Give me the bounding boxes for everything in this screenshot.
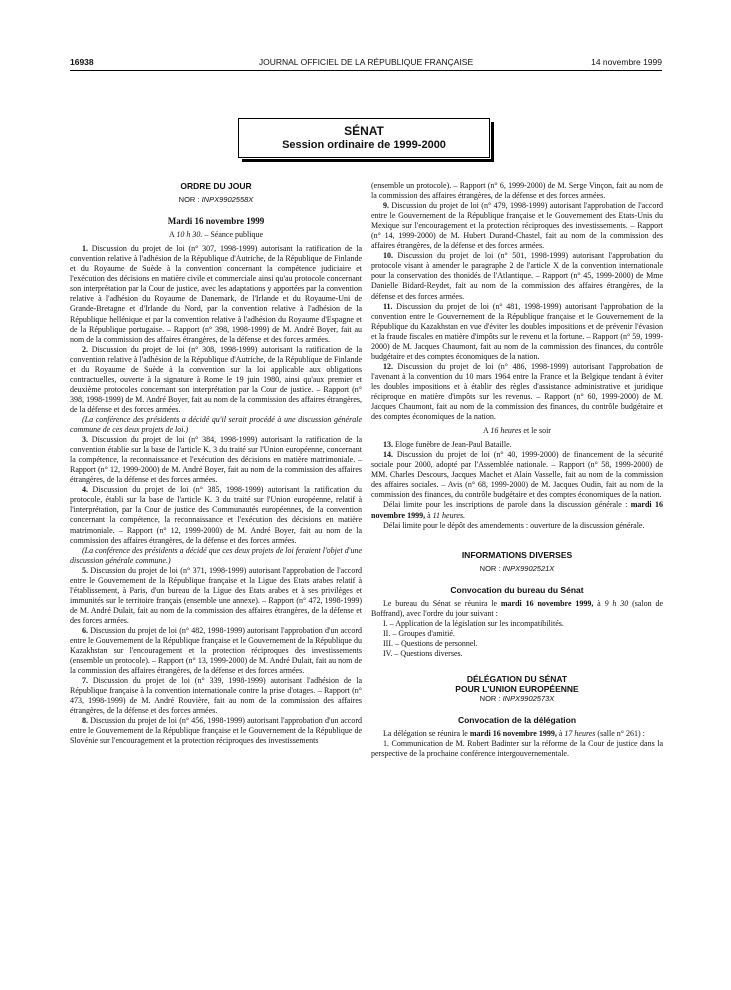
agenda-item xyxy=(70,435,362,485)
agenda-items xyxy=(70,244,362,746)
nor-reference-3: NOR : INPX9902573X xyxy=(479,694,555,704)
item-text: Discussion du projet de loi (n° 339, 1998-1999) autorisant l'adhésion de la République française à la convention internationale contre la prise d'otages. – Rapport (n° 473, 1998-1999) de M. André Rouvière, fait au nom de la commission des affaires étrangères, de la défense et des forces armées. xyxy=(70,676,362,716)
agenda-items-2 xyxy=(371,201,663,422)
item-number: 5. xyxy=(82,565,88,575)
item-text: Discussion du projet de loi (n° 479, 1998-1999) autorisant l'approbation de l'accord entre le Gouvernement de la République française et le Gouvernement des Etats-Unis du Mexique sur l'encouragement et la protection réciproques des investissements. – Rapport (n° 14, 1999-2000) de M. Hubert Durand-Chastel, fait au nom de la commission des affaires étrangères, de la défense et des forces armées. xyxy=(371,201,663,251)
item-number: 1. xyxy=(82,244,88,254)
header-rule xyxy=(70,70,662,71)
title-senat: SÉNAT xyxy=(344,124,384,138)
procedure-note: (La conférence des présidents a décidé qu'il serait procédé à une discussion générale commune de ces deux projets de loi.) xyxy=(70,414,362,435)
session-time: A 10 h 30. – Séance publique xyxy=(169,230,263,240)
bureau-agenda-item: II. – Groupes d'amitié. xyxy=(383,628,455,638)
item-number: 10. xyxy=(383,251,393,261)
agenda-item xyxy=(371,251,663,301)
agenda-item xyxy=(371,450,663,500)
day-heading: Mardi 16 novembre 1999 xyxy=(167,216,265,227)
item-number: 13. xyxy=(383,440,393,450)
agenda-item xyxy=(371,440,663,450)
item-text: Discussion du projet de loi (n° 456, 1998-1999) autorisant l'approbation d'un accord entre le Gouvernement de la République française et le Gouvernement de la République de Slovénie sur l'encouragement et la protection réciproques des investissements xyxy=(70,716,362,746)
item-text: Discussion du projet de loi (n° 40, 1999-2000) de financement de la sécurité sociale pour 2000, adopté par l'Assemblée nationale. – Rapport (n° 58, 1999-2000) de MM. Charles Descours, Jacques Machet et Alain Vasselle, fait au nom de la commission des affaires sociales. – Avis (n° 68, 1999-2000) de M. Jacques Oudin, fait au nom de la commission des finances, du contrôle budgétaire et des comptes économiques de la nation. xyxy=(371,450,663,500)
procedure-note: (La conférence des présidents a décidé que ces deux projets de loi feraient l'objet d'une discussion générale commune.) xyxy=(70,545,362,565)
journal-title: JOURNAL OFFICIEL DE LA RÉPUBLIQUE FRANÇAISE xyxy=(258,57,474,67)
delegation-heading-1: DÉLÉGATION DU SÉNAT xyxy=(466,674,568,685)
bureau-agenda xyxy=(371,619,663,659)
agenda-item xyxy=(70,626,362,676)
title-session: Session ordinaire de 1999-2000 xyxy=(282,139,446,151)
item-number: 12. xyxy=(383,361,393,371)
delegation-heading-2: POUR L'UNION EUROPÉENNE xyxy=(455,684,579,695)
item-text: Discussion du projet de loi (n° 307, 1998-1999) autorisant la ratification de la convention relative à l'adhésion de la République d'Autriche, de la République de Finlande et du Royaume de Suède à la convention concernant la compétence judiciaire et l'exécution des décisions en matière civile et commerciale ainsi qu'au protocole concernant son interprétation par la Cour de justice, avec les adaptations y apportées par la convention relative à l'adhésion du Royaume de Danemark, de l'Irlande et du Royaume-Uni de Grande-Bretagne et d'Irlande du Nord, par la convention relative à l'adhésion de la République hellénique et par la convention relative à l'adhésion du Royaume d'Espagne et de la République portugaise. – Rapport (n° 398, 1998-1999) de M. André Boyer, fait au nom de la commission des affaires étrangères, de la défense et des forces armées. xyxy=(70,244,362,344)
item-number: 7. xyxy=(82,676,88,686)
issue-date: 14 novembre 1999 xyxy=(591,57,662,67)
convocation-bureau-heading: Convocation du bureau du Sénat xyxy=(450,584,584,595)
nor-reference-2: NOR : INPX9902521X xyxy=(479,563,555,573)
session-time-2: A 16 heures et le soir xyxy=(483,426,551,436)
continuation-text: (ensemble un protocole). – Rapport (n° 6, 1999-2000) de M. Serge Vinçon, fait au nom de la commission des affaires étrangères, de la défense et des forces armées. xyxy=(371,181,663,201)
item-number: 9. xyxy=(383,201,389,211)
running-header xyxy=(70,57,662,69)
item-number: 4. xyxy=(82,485,88,495)
right-column xyxy=(371,181,663,759)
item-text: Discussion du projet de loi (n° 481, 1998-1999) autorisant l'approbation de la convention entre le Gouvernement de la République française et le Gouvernement de la République du Kazakhstan en vue d'éviter les doubles impositions et de prévenir l'évasion et la fraude fiscales en matière d'impôts sur le revenu et la fortune. – Rapport (n° 59, 1999-2000) de M. Jacques Chaumont, fait au nom de la commission des finances, du contrôle budgétaire et des comptes économiques de la nation. xyxy=(371,301,663,361)
agenda-item xyxy=(70,485,362,545)
agenda-item xyxy=(70,716,362,746)
agenda-item xyxy=(371,201,663,251)
item-number: 8. xyxy=(82,716,88,726)
title-box xyxy=(238,118,490,158)
item-text: Discussion du projet de loi (n° 482, 1998-1999) autorisant l'approbation d'un accord entre le Gouvernement de la République française et le Gouvernement de la République du Kazakhstan sur l'encouragement et la protection réciproques des investissements (ensemble un protocole). – Rapport (n° 13, 1999-2000) de M. André Dulait, fait au nom de la commission des affaires étrangères, de la défense et des forces armées. xyxy=(70,625,362,676)
agenda-items-3 xyxy=(371,440,663,500)
delegation-text: La délégation se réunira le mardi 16 novembre 1999, à 17 heures (salle n° 261) : xyxy=(383,729,645,739)
delegation-item: 1. Communication de M. Robert Badinter sur la réforme de la Cour de justice dans la perspective de la prochaine conférence intergouvernementale. xyxy=(371,739,663,759)
agenda-item xyxy=(70,244,362,344)
convocation-delegation-heading: Convocation de la délégation xyxy=(457,715,577,726)
item-text: Discussion du projet de loi (n° 486, 1998-1999) autorisant l'approbation de l'avenant à la convention du 10 mars 1964 entre la France et la Belgique tendant à éviter les doubles impositions et à établir des règles d'assistance administrative et juridique réciproque en matière d'impôts sur les revenus. – Rapport (n° 60, 1999-2000) de M. Jacques Chaumont, fait au nom de la commission des finances, du contrôle budgétaire et des comptes économiques de la nation. xyxy=(371,361,663,422)
agenda-item xyxy=(371,302,663,362)
agenda-item xyxy=(371,362,663,422)
bureau-agenda-item: III. – Questions de personnel. xyxy=(383,638,478,648)
item-text: Discussion du projet de loi (n° 384, 1998-1999) autorisant la ratification de la convention établie sur la base de l'article K. 3 du traité sur l'Union européenne, concernant la compétence, la reconnaissance et l'exécution des décisions en matière matrimoniale. – Rapport (n° 12, 1999-2000) de M. André Boyer, fait au nom de la commission des affaires étrangères, de la défense et des forces armées. xyxy=(70,435,362,485)
item-text: Discussion du projet de loi (n° 501, 1998-1999) autorisant l'approbation du protocole visant à amender le paragraphe 2 de l'article X de la convention internationale pour la conservation des thonidés de l'Atlantique. – Rapport (n° 45, 1999-2000) de Mme Danielle Bidard-Reydet, fait au nom de la commission des affaires étrangères, de la défense et des forces armées. xyxy=(371,251,663,301)
item-number: 3. xyxy=(82,435,88,445)
left-column xyxy=(70,181,362,747)
bureau-agenda-item: I. – Application de la législation sur les incompatibilités. xyxy=(383,618,564,628)
item-text: Discussion du projet de loi (n° 385, 1998-1999) autorisant la ratification du protocole, établi sur la base de l'article K. 3 du traité sur l'Union européenne, relatif à l'interprétation, par la Cour de justice des Communautés européennes, de la convention concernant la compétence, la reconnaissance et l'exécution des décisions en matière matrimoniale. – Rapport (n° 12, 1999-2000) de M. André Boyer, fait au nom de la commission des affaires étrangères, de la défense et des forces armées. xyxy=(70,485,362,545)
item-text: Discussion du projet de loi (n° 308, 1998-1999) autorisant la ratification de la convention relative à l'adhésion de la République d'Autriche, de la République de Finlande et du Royaume de Suède à la convention sur la loi applicable aux obligations contractuelles, ouverte à la signature à Rome le 19 juin 1980, ainsi qu'aux premier et deuxième protocoles concernant son interprétation par la Cour de justice. – Rapport (n° 398, 1998-1999) de M. André Boyer, fait au nom de la commission des affaires étrangères, de la défense et des forces armées. xyxy=(70,344,362,414)
ordre-du-jour-heading: ORDRE DU JOUR xyxy=(180,181,252,191)
informations-diverses-heading: INFORMATIONS DIVERSES xyxy=(461,549,573,560)
agenda-item xyxy=(70,345,362,415)
agenda-item xyxy=(70,676,362,716)
agenda-item xyxy=(70,566,362,626)
nor-reference: NOR : INPX9902558X xyxy=(178,195,254,205)
bureau-agenda-item: IV. – Questions diverses. xyxy=(383,648,463,658)
item-number: 14. xyxy=(383,450,393,460)
item-number: 2. xyxy=(82,344,88,354)
item-text: Eloge funèbre de Jean-Paul Bataille. xyxy=(393,440,512,450)
bureau-text: Le bureau du Sénat se réunira le mardi 16 novembre 1999, à 9 h 30 (salon de Boffrand), avec l'ordre du jour suivant : xyxy=(371,598,663,618)
item-number: 11. xyxy=(383,301,393,311)
item-text: Discussion du projet de loi (n° 371, 1998-1999) autorisant l'approbation de l'accord entre le Gouvernement de la République française et la Ligue des Etats arabes relatif à l'établissement, à Paris, d'un bureau de la Ligue des Etats arabes et à ses privilèges et immunités sur le territoire français (ensemble une annexe). – Rapport (n° 472, 1998-1999) de M. André Dulait, fait au nom de la commission des affaires étrangères, de la défense et des forces armées. xyxy=(70,565,362,625)
delai-amendements: Délai limite pour le dépôt des amendements : ouverture de la discussion générale. xyxy=(383,520,645,530)
page-number: 16938 xyxy=(70,57,94,67)
delai-inscriptions: Délai limite pour les inscriptions de parole dans la discussion générale : mardi 16 novembre 1999, à 11 heures. xyxy=(371,500,664,520)
item-number: 6. xyxy=(82,625,88,635)
